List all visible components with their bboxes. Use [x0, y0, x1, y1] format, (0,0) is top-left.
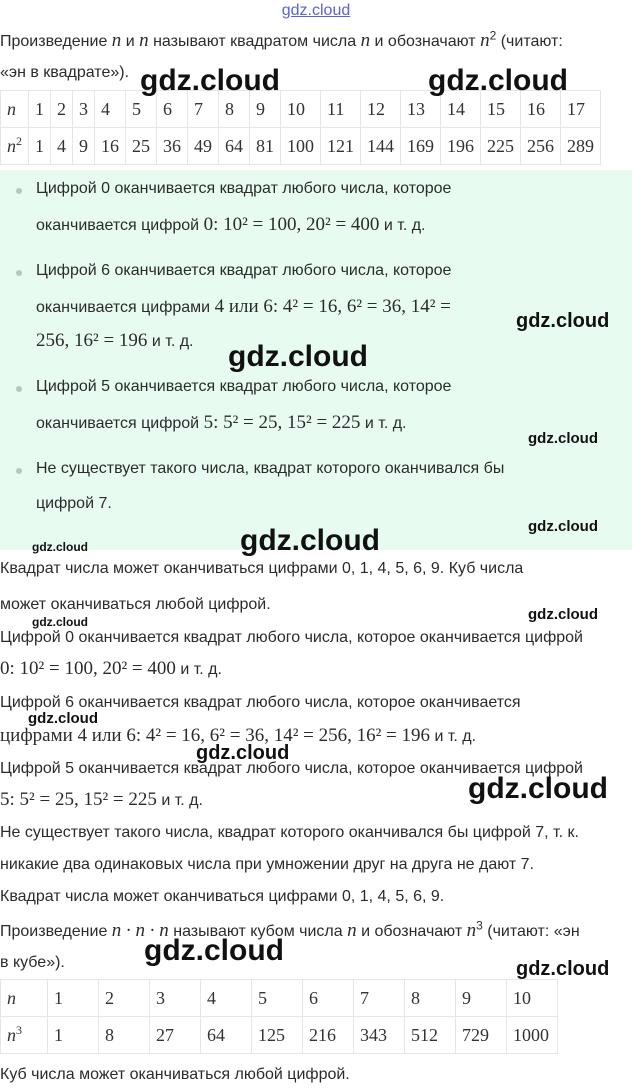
table-cell: 100	[281, 128, 321, 165]
bullet-dot	[16, 270, 22, 276]
table-cell: 5	[126, 91, 157, 128]
table-cell: 6	[157, 91, 188, 128]
math: 4 или 6: 4² = 16, 6² = 36, 14² =	[214, 296, 451, 317]
power: 2	[489, 28, 497, 43]
table-cell: 3	[150, 980, 201, 1017]
table-cell: 14	[441, 91, 481, 128]
text: и обозначают	[361, 923, 463, 940]
table-cell: 9	[456, 980, 507, 1017]
watermark: gdz.cloud	[228, 340, 368, 373]
table-cell: 11	[321, 91, 361, 128]
table-cell: 64	[201, 1017, 252, 1054]
table-cell: 343	[354, 1017, 405, 1054]
table-cell: 10	[281, 91, 321, 128]
table-cell: 289	[561, 128, 601, 165]
watermark: gdz.cloud	[516, 310, 610, 332]
table-cell: 256	[521, 128, 561, 165]
text: Произведение	[0, 33, 108, 50]
box-bullet-2-line1: Цифрой 6 оканчивается квадрат любого числа, которое	[36, 262, 452, 279]
var-n: n	[466, 920, 477, 941]
table-cell: 6	[303, 980, 354, 1017]
text: и т. д.	[161, 792, 203, 809]
var-n: n	[111, 30, 122, 51]
detail-2-line1: Цифрой 6 оканчивается квадрат любого числа, которое оканчивается	[0, 694, 521, 711]
cube-intro-line1	[0, 920, 580, 942]
final-line: Куб числа может оканчиваться любой цифрой.	[0, 1066, 350, 1083]
table-cell: 16	[95, 128, 126, 165]
table-cell: 144	[361, 128, 401, 165]
row-head-n: n	[1, 91, 29, 128]
math: n · n · n	[111, 920, 169, 941]
table-cell: 27	[150, 1017, 201, 1054]
watermark: gdz.cloud	[144, 934, 284, 967]
square-intro-line2: «эн в квадрате»).	[0, 64, 130, 81]
site-link[interactable]: gdz.cloud	[281, 2, 351, 19]
table-cell: 1	[29, 91, 51, 128]
watermark: gdz.cloud	[196, 742, 290, 764]
table-cell: 7	[354, 980, 405, 1017]
table-cell: 7	[188, 91, 219, 128]
power: 3	[476, 918, 483, 933]
text: и т. д.	[364, 415, 407, 432]
bullet-dot	[16, 468, 22, 474]
detail-4-line1: Не существует такого числа, квадрат которого оканчивался бы цифрой 7, т. к.	[0, 824, 579, 841]
text: и обозначают	[374, 33, 476, 50]
watermark: gdz.cloud	[468, 772, 608, 805]
var-n: n	[360, 30, 371, 51]
table-cell: 16	[521, 91, 561, 128]
table-cell: 4	[51, 128, 73, 165]
table-cell: 196	[441, 128, 481, 165]
table-cell: 25	[126, 128, 157, 165]
row-head-n2	[1, 128, 29, 165]
text: и т. д.	[383, 217, 426, 234]
table-cell: 1	[48, 1017, 99, 1054]
box-bullet-4-line1: Не существует такого числа, квадрат которого оканчивался бы	[36, 460, 505, 477]
table-cell: 8	[219, 91, 250, 128]
var-n: n	[347, 920, 357, 941]
table-cell: 4	[95, 91, 126, 128]
watermark: gdz.cloud	[528, 606, 598, 623]
table-cell: 36	[157, 128, 188, 165]
row-head-n3	[1, 1017, 48, 1054]
table-cell: 4	[201, 980, 252, 1017]
watermark: gdz.cloud	[516, 958, 610, 980]
power: 2	[16, 133, 22, 148]
math: 0: 10² = 100, 20² = 400	[0, 658, 176, 679]
table-cell: 17	[561, 91, 601, 128]
watermark: gdz.cloud	[528, 518, 598, 535]
text: и т. д.	[434, 728, 477, 745]
text: и т. д.	[180, 661, 222, 678]
detail-5: Квадрат числа может оканчиваться цифрами 0, 1, 4, 5, 6, 9.	[0, 888, 445, 905]
table-cell: 81	[250, 128, 281, 165]
var-n: n	[480, 30, 490, 51]
table-cell: 9	[250, 91, 281, 128]
table-cell: 64	[219, 128, 250, 165]
watermark: gdz.cloud	[528, 430, 598, 447]
table-cell: 8	[405, 980, 456, 1017]
summary-line2: может оканчиваться любой цифрой.	[0, 596, 271, 613]
box-bullet-4-line2: цифрой 7.	[36, 495, 112, 512]
table-cell: 3	[73, 91, 95, 128]
table-cell: 49	[188, 128, 219, 165]
watermark: gdz.cloud	[32, 540, 88, 554]
table-cell: 512	[405, 1017, 456, 1054]
detail-1-line2	[0, 658, 222, 680]
table-cell: 1	[29, 128, 51, 165]
table-row-n3	[1, 1017, 558, 1054]
var-n: n	[7, 135, 16, 156]
box-bullet-2-line3	[36, 330, 193, 352]
detail-3-line1: Цифрой 5 оканчивается квадрат любого числа, которое оканчивается цифрой	[0, 760, 583, 777]
table-cell: 2	[51, 91, 73, 128]
math: 256, 16² = 196	[36, 330, 148, 351]
text: оканчивается цифрой	[36, 415, 200, 432]
row-head-n: n	[1, 980, 48, 1017]
watermark: gdz.cloud	[28, 710, 98, 727]
watermark: gdz.cloud	[428, 64, 568, 97]
watermark: gdz.cloud	[140, 64, 280, 97]
text: (читают: «эн	[487, 923, 580, 940]
watermark: gdz.cloud	[240, 524, 380, 557]
table-row-n	[1, 980, 558, 1017]
math: цифрами 4 или 6: 4² = 16, 6² = 36, 14² = 256, 16² = 196	[0, 725, 431, 746]
box-bullet-1-line1: Цифрой 0 оканчивается квадрат любого числа, которое	[36, 180, 452, 197]
text: и	[125, 33, 135, 50]
table-cell: 125	[252, 1017, 303, 1054]
table-cell: 15	[481, 91, 521, 128]
detail-1-line1: Цифрой 0 оканчивается квадрат любого числа, которое оканчивается цифрой	[0, 629, 583, 646]
table-cell: 121	[321, 128, 361, 165]
bullet-dot	[16, 188, 22, 194]
bullet-dot	[16, 386, 22, 392]
table-cell: 216	[303, 1017, 354, 1054]
table-cell: 169	[401, 128, 441, 165]
text: (читают:	[500, 33, 563, 50]
table-cell: 1	[48, 980, 99, 1017]
summary-line1: Квадрат числа может оканчиваться цифрами 0, 1, 4, 5, 6, 9. Куб числа	[0, 560, 524, 577]
power: 3	[16, 1022, 22, 1037]
var-n: n	[139, 30, 149, 51]
table-cell: 12	[361, 91, 401, 128]
math: 5: 5² = 25, 15² = 225	[203, 412, 361, 433]
table-cell: 13	[401, 91, 441, 128]
text: называют квадратом числа	[153, 33, 357, 50]
math: 5: 5² = 25, 15² = 225	[0, 789, 157, 810]
detail-4-line2: никакие два одинаковых числа при умножении друг на друга не дают 7.	[0, 856, 534, 873]
table-cell: 8	[99, 1017, 150, 1054]
table-cell: 1000	[507, 1017, 558, 1054]
table-cell: 729	[456, 1017, 507, 1054]
cube-intro-line2: в кубе»).	[0, 954, 65, 971]
text: Произведение	[0, 923, 108, 940]
table-cell: 10	[507, 980, 558, 1017]
square-intro-line1	[0, 30, 563, 52]
text: и т. д.	[151, 333, 194, 350]
table-cell: 5	[252, 980, 303, 1017]
math: 0: 10² = 100, 20² = 400	[203, 214, 380, 235]
table-cell: 2	[99, 980, 150, 1017]
cube-table	[0, 979, 558, 1054]
table-cell: 9	[73, 128, 95, 165]
box-bullet-2-line2	[36, 296, 451, 318]
watermark: gdz.cloud	[32, 615, 88, 629]
var-n: n	[7, 1024, 16, 1045]
box-bullet-3-line2	[36, 412, 406, 434]
text: оканчивается цифрами	[36, 299, 211, 316]
square-table	[0, 90, 601, 165]
box-bullet-3-line1: Цифрой 5 оканчивается квадрат любого числа, которое	[36, 378, 452, 395]
box-bullet-1-line2	[36, 214, 425, 236]
table-row-n2	[1, 128, 601, 165]
text: называют кубом числа	[173, 923, 343, 940]
table-cell: 225	[481, 128, 521, 165]
text: оканчивается цифрой	[36, 217, 200, 234]
detail-3-line2	[0, 789, 203, 811]
